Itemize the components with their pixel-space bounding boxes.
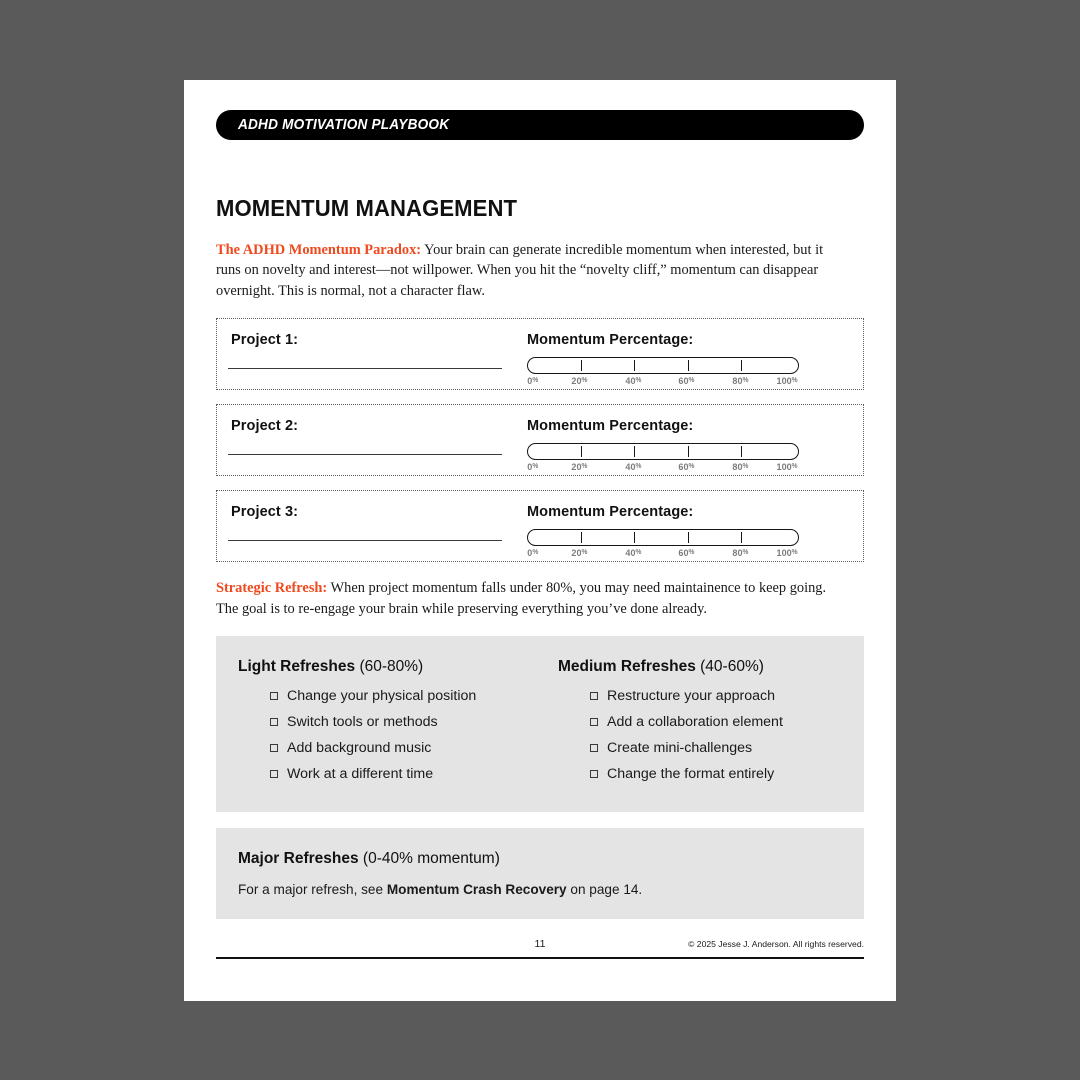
project-write-in-line[interactable] <box>228 540 502 541</box>
momentum-label: Momentum Percentage: <box>527 504 694 521</box>
major-refresh-heading <box>238 850 842 868</box>
light-refresh-column <box>238 658 540 792</box>
scale-label-80: 80% <box>732 548 749 560</box>
major-refresh-panel <box>216 828 864 919</box>
paradox-label: The ADHD Momentum Paradox: <box>216 242 422 258</box>
page-number: 11 <box>534 938 546 950</box>
medium-refresh-checklist <box>558 688 842 782</box>
list-item-label: Add background music <box>287 740 432 757</box>
page-content <box>216 110 864 919</box>
medium-refresh-column <box>540 658 842 792</box>
list-item[interactable] <box>270 740 540 756</box>
slider-tick-20 <box>581 532 582 543</box>
slider-tick-80 <box>741 532 742 543</box>
slider-tick-60 <box>688 360 689 371</box>
project-row <box>216 404 864 476</box>
scale-label-0: 0% <box>527 376 539 388</box>
project-label: Project 2: <box>231 418 299 435</box>
slider-tick-20 <box>581 446 582 457</box>
scale-label-100: 100% <box>776 376 798 388</box>
strategic-refresh-paragraph <box>216 578 831 619</box>
list-item-label: Change your physical position <box>287 688 477 705</box>
list-item[interactable] <box>270 714 540 730</box>
footer-divider <box>216 957 864 959</box>
scale-label-60: 60% <box>678 462 695 474</box>
list-item[interactable] <box>590 766 842 782</box>
document-header-banner <box>216 110 864 140</box>
momentum-label: Momentum Percentage: <box>527 332 694 349</box>
scale-label-40: 40% <box>625 376 642 388</box>
momentum-label: Momentum Percentage: <box>527 418 694 435</box>
strategic-refresh-body: When project momentum falls under 80%, you may need maintainence to keep going. The goal is to re-engage your brain while preserving everything you’ve done already. <box>216 580 827 617</box>
slider-tick-40 <box>634 446 635 457</box>
slider-tick-80 <box>741 446 742 457</box>
light-refresh-checklist <box>238 688 540 782</box>
checkbox-icon[interactable] <box>590 692 598 700</box>
scale-label-20: 20% <box>571 376 588 388</box>
list-item[interactable] <box>590 740 842 756</box>
light-refresh-name: Light Refreshes <box>238 658 360 676</box>
slider-tick-80 <box>741 360 742 371</box>
scale-label-0: 0% <box>527 548 539 560</box>
checkbox-icon[interactable] <box>590 718 598 726</box>
momentum-scale <box>527 548 799 561</box>
scale-label-20: 20% <box>571 462 588 474</box>
paradox-paragraph <box>216 240 831 301</box>
project-label: Project 1: <box>231 332 299 349</box>
major-refresh-range: (0-40% momentum) <box>362 850 500 868</box>
scale-label-100: 100% <box>776 462 798 474</box>
copyright-notice: © 2025 Jesse J. Anderson. All rights reserved. <box>688 939 864 949</box>
checkbox-icon[interactable] <box>270 770 278 778</box>
paradox-body: Your brain can generate incredible momentum when interested, but it runs on novelty and interest—not willpower. When you hit the “novelty cliff,” momentum can disappear overnight. This is normal, not a character flaw. <box>216 242 824 299</box>
project-row <box>216 490 864 562</box>
momentum-field <box>527 504 852 561</box>
project-worksheet-list <box>216 318 864 562</box>
major-refresh-body <box>238 882 842 897</box>
refresh-options-panel <box>216 636 864 812</box>
list-item[interactable] <box>590 688 842 704</box>
project-write-in-line[interactable] <box>228 454 502 455</box>
slider-tick-40 <box>634 360 635 371</box>
strategic-refresh-label: Strategic Refresh: <box>216 580 328 597</box>
momentum-scale <box>527 462 799 475</box>
scale-label-80: 80% <box>732 462 749 474</box>
project-write-in-line[interactable] <box>228 368 502 369</box>
list-item-label: Restructure your approach <box>607 688 775 705</box>
light-refresh-range: (60-80%) <box>359 658 424 676</box>
light-refresh-heading <box>238 658 540 676</box>
checkbox-icon[interactable] <box>270 744 278 752</box>
slider-tick-40 <box>634 532 635 543</box>
scale-label-60: 60% <box>678 548 695 560</box>
scale-label-100: 100% <box>776 548 798 560</box>
list-item-label: Add a collaboration element <box>607 714 783 731</box>
major-body-before: For a major refresh, see <box>238 882 387 898</box>
list-item[interactable] <box>270 766 540 782</box>
medium-refresh-range: (40-60%) <box>700 658 764 676</box>
list-item-label: Work at a different time <box>287 766 434 783</box>
checkbox-icon[interactable] <box>590 744 598 752</box>
checkbox-icon[interactable] <box>270 692 278 700</box>
list-item[interactable] <box>590 714 842 730</box>
document-page <box>184 80 896 1001</box>
momentum-field <box>527 332 852 389</box>
momentum-field <box>527 418 852 475</box>
checkbox-icon[interactable] <box>270 718 278 726</box>
checkbox-icon[interactable] <box>590 770 598 778</box>
scale-label-20: 20% <box>571 548 588 560</box>
medium-refresh-name: Medium Refreshes <box>558 658 701 676</box>
list-item[interactable] <box>270 688 540 704</box>
scale-label-40: 40% <box>625 548 642 560</box>
major-body-after: on page 14. <box>566 882 643 898</box>
scale-label-60: 60% <box>678 376 695 388</box>
major-body-reference: Momentum Crash Recovery <box>386 882 567 898</box>
slider-tick-20 <box>581 360 582 371</box>
project-label: Project 3: <box>231 504 299 521</box>
major-refresh-name: Major Refreshes <box>238 850 363 868</box>
page-footer <box>216 938 864 959</box>
scale-label-40: 40% <box>625 462 642 474</box>
momentum-scale <box>527 376 799 389</box>
list-item-label: Change the format entirely <box>607 766 775 783</box>
scale-label-0: 0% <box>527 462 539 474</box>
document-title: ADHD MOTIVATION PLAYBOOK <box>238 117 450 133</box>
momentum-slider[interactable] <box>527 529 799 546</box>
page-title: MOMENTUM MANAGEMENT <box>216 195 518 221</box>
list-item-label: Create mini-challenges <box>607 740 753 757</box>
momentum-slider[interactable] <box>527 443 799 460</box>
list-item-label: Switch tools or methods <box>287 714 438 731</box>
slider-tick-60 <box>688 446 689 457</box>
medium-refresh-heading <box>558 658 842 676</box>
slider-tick-60 <box>688 532 689 543</box>
momentum-slider[interactable] <box>527 357 799 374</box>
scale-label-80: 80% <box>732 376 749 388</box>
project-row <box>216 318 864 390</box>
